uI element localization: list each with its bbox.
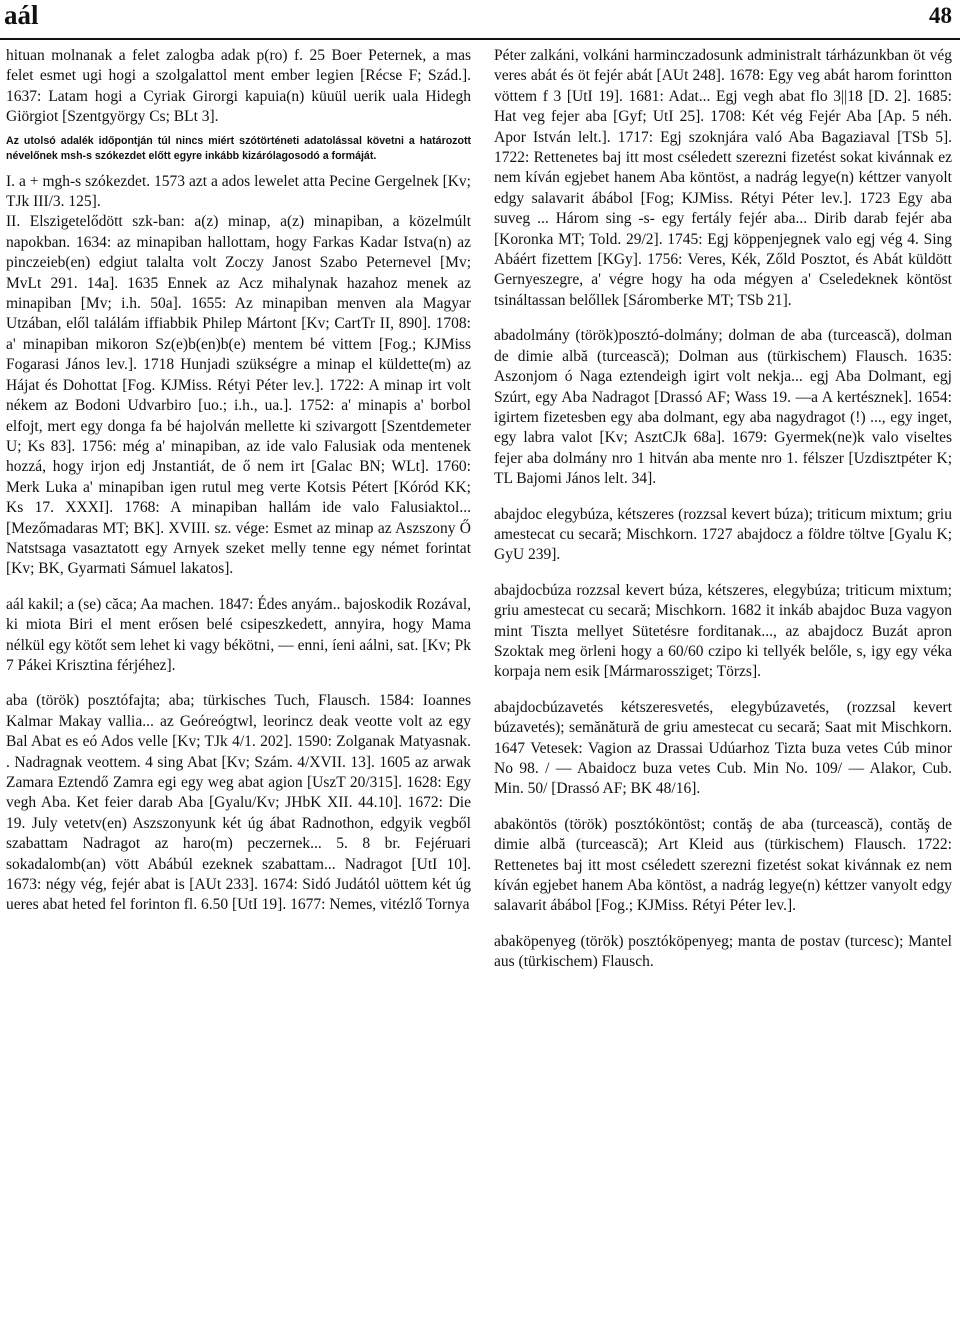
entry-aba: aba (török) posztófajta; aba; türkisches Tuch, Flausch. 1584: Ioannes Kalmar Makay vallia... az Geóreógtwl, leorincz deak veotte volt az egy Bal Abat es eó Ados velle [Kv; TJk 4/1. 202]. 1590: Zolganak Matyasnak. . Nadragnak veottem. 4 sing Abat [Kv; Szám. 4/XVII. 13]. 1605 az arwak Zamara Eztendő Zamra egi egy weg abat agion [UszT 20/315]. 1628: Egy vegh Aba. Ket feier darab Aba [Gyalu/Kv; JHbK XII. 44.10]. 1672: Die 19. July vetetv(en) Aszszonyunk két úg ábat Radnothon, edgyik vegből szabattam Nadragot az haro(m) peczernek... 5. 8 br. Fejéruari sokadalomb(an) vött Abábúl ezeknek szabattam... Nadragot [UtI 10]. 1673: négy vég, fejér abat is [AUt 233]. 1674: Sidó Judától uöttem két úg ueres abat heted fel forinton fl. 6.50 [UtI 19]. 1677: Nemes, vitézlő Tornya — [6, 692, 471, 914]
left-column — [6, 46, 471, 916]
entry-paragraph: hituan molnanak a felet zalogba adak p(ro) f. 25 Boer Peternek, a mas felet esmet ugi hogi a szolgalattol ment ember legien [Récse F; Szád.]. 1637: Latam hogi a Cyriak Girorgi kapuia(n) küuül uerik uala Hidegh Giörgiot [Szentgyörgy Cs; BLt 3]. — [6, 47, 471, 126]
page-number: 48 — [929, 3, 952, 28]
running-headword: aál — [4, 0, 39, 30]
entry-paragraph: I. a + mgh-s szókezdet. 1573 azt a ados lewelet atta Pecine Gergelnek [Kv; TJk III/3. 125]. — [6, 172, 471, 211]
right-column — [494, 46, 952, 973]
entry-paragraph: Péter zalkáni, volkáni harminczadosunk administralt tárházunkban öt vég veres abát és öt fejér abát [AUt 248]. 1678: Egy veg abát harom forintton vöttem f 3 [UtI 19]. 1681: Adat... Egj vegh abat flo 3||18 [D. 2]. 1685: Hat veg fejer aba [Gyf; UtI 25]. 1708: Két vég Fejér Aba [Ap. 5 néh. Apor István lelt.]. 1717: Egj szoknjára való Aba Bagaziaval [TSb 5]. 1722: Rettenetes baj itt most cséledett szerezni fizetést sokat kivánnak ez nem kíván egjebet hanem Aba köntöst, a nadrág legye(n) kéttzer vanyolt edgy salavarit ábábol [Fog; KJMiss. Rétyi Péter lev.]. 1723 Egy aba suveg ... Három sing -s- egy fertály fejér aba... Dirib darab fejér aba [Koronka MT; Told. 29/2]. 1745: Egj köppenjegnek valo egj vég 4. Sing Abáért fizettem [KGy]. 1756: Veres, Kék, Zőld Posztot, és Abát küldött Gernyeszegre, a' végre hogy ha oda mégyen a' Cseledeknek köntöst tsináltassan belőllek [Sáromberke MT; TSb 21]. — [494, 47, 952, 309]
header-rule — [0, 38, 960, 40]
page-header — [0, 0, 960, 38]
entry-abakopenyeg: abaköpenyeg (török) posztóköpenyeg; manta de postav (turcesc); Mantel aus (türkischem) Flausch. — [494, 932, 952, 971]
entry-abakontos: abaköntös (török) posztóköntöst; contăş de aba (turcească), contăş de dimie albă (turcească); Art Kleid aus (türkischem) Flausch. 1722: Rettenetes baj itt most cséledett szerezni fizetést sokat kivánnak ez nem kíván egjebet hanem Aba köntöst, a nadrág legye(n) kéttzer vanyolt edgy salavarit ábábol [Fog.; KJMiss. Rétyi Péter lev.]. — [494, 815, 952, 915]
entry-abajdoc: abajdoc elegybúza, kétszeres (rozzsal kevert búza); triticum mixtum; griu amestecat cu secară; Mischkorn. 1727 abajdocz a földre töltve [Gyalu K; GyU 239]. — [494, 505, 952, 564]
entry-aal: aál kakil; a (se) căca; Aa machen. 1847: Édes anyám.. bajoskodik Rozával, ki miota Biri el ment erősen belé csipeszkedett, annyira, hogy Mama nélkül egy kötőt sem lehet ki vagy békötni, — enni, íeni aálni, sat. [Kv; Pk 7 Pákei Krisztina férjéhez]. — [6, 595, 471, 674]
editorial-note: Az utolsó adalék időpontján túl nincs miért szótörténeti adatolással követni a határozott névelőnek msh-s szókezdet előtt egyre inkább kizárólagosodó a formáját. — [6, 134, 471, 162]
entry-paragraph: II. Elszigetelődött szk-ban: a(z) minap, a(z) minapiban, a közelmúlt napokban. 1634: az minapiban hallottam, hogy Farkas Kadar Istva(n) az pinczeieb(en) edgiut talalta volt Zoczy Janost Szabo Peternevel [Mv; MvLt 291. 14a]. 1635 Ennek az Acz mihalynak hazahoz menek az minapiban [Mv; i.h. 50a]. 1655: Az minapiban menven ala Magyar Utzában, elől találám iffiabbik Philep Mártont [Kv; CartTr II, 890]. 1708: a' minapiban mikoron Sz(e)b(en)b(e) mentem bé vittem [Fog.; KJMiss Fogarasi János lev.]. 1718 Hunjadi szükségre a minap el küldette(m) az Hájat és Dohottat [Fog. KJMiss. Rétyi Péter lev.]. 1722: A minap irt volt nékem az Bodoni Udvarbiro [uo.; i.h., ua.]. 1752: a' minapis a' borbol elfojt, mert egy donga fa bé hajolván mellette ki szivargott [Szentdemeter U; Ks 83]. 1756: még a' minapiban, az ide valo Falusiak oda mentenek hozzá, hogy irjon edj Jnstantiát, de ő nem irt [Galac BN; WLt]. 1760: Merk Luka a' minapiban igen rutul meg verte Kotsis Pétert [Kóród KK; Ks 17. XXXI]. 1768: A minapiban hallám ide valo Falusiaktol... [Mezőmadaras MT; BK]. XVIII. sz. vége: Esmet az minap az Aszszony Ő Natstsaga vasaztatott egy Arnyek szeket melly tenne egy német forintat [Kv; BK, Gyarmati Sámuel lakatos]. — [6, 213, 471, 578]
entry-abajdocbuza: abajdocbúza rozzsal kevert búza, kétszeres, elegybúza; triticum mixtum; griu amestecat cu secară; Mischkorn. 1682 it inkáb abajdoc Buza vagyon mint Tiszta mellyet Sütetésre forditanak..., az abajdocz Buzát apron Szoktak meg örleni hogy a 60/60 czipo ki tellyék belőle, s, igy egy véka korpaja nem esik [Mármarossziget; Törzs]. — [494, 581, 952, 681]
entry-abajdocbuzavetes: abajdocbúzavetés kétszeresvetés, elegybúzavetés, (rozzsal kevert búzavetés); semănătură de griu amestecat cu secară; Saat mit Mischkorn. 1647 Vetesek: Vagion az Drassai Udúarhoz Tizta buza vetes Cúb minor No 98. / — Abaidocz buza vetes Cub. Min No. 109/ — Alakor, Cub. Min. 50/ [Drassó AF; BK 48/16]. — [494, 698, 952, 798]
entry-abadolmany: abadolmány (török)posztó-dolmány; dolman de aba (turcească), dolman de dimie albă (turcească); Dolman aus (türkischem) Flausch. 1635: Aszonjom ó Naga eztendeigh igirt volt nekja... egj Aba Dolmant, egj Szúrt, egy Aba Nadragot [Drassó AF; Wass 19. —a A kertésznek]. 1654: igirtem fizetesben egy aba dolmant, egy aba nagydragot (!) ..., egy inget, egy labra valot [Kv; AsztCJk 68a]. 1679: Gyermek(ne)k valo viseltes fejer aba dolmány nro 1 hitván aba mente nro 1. félszer [Uzdisztpéter K; TL Bajomi János lelt. 34]. — [494, 327, 952, 488]
